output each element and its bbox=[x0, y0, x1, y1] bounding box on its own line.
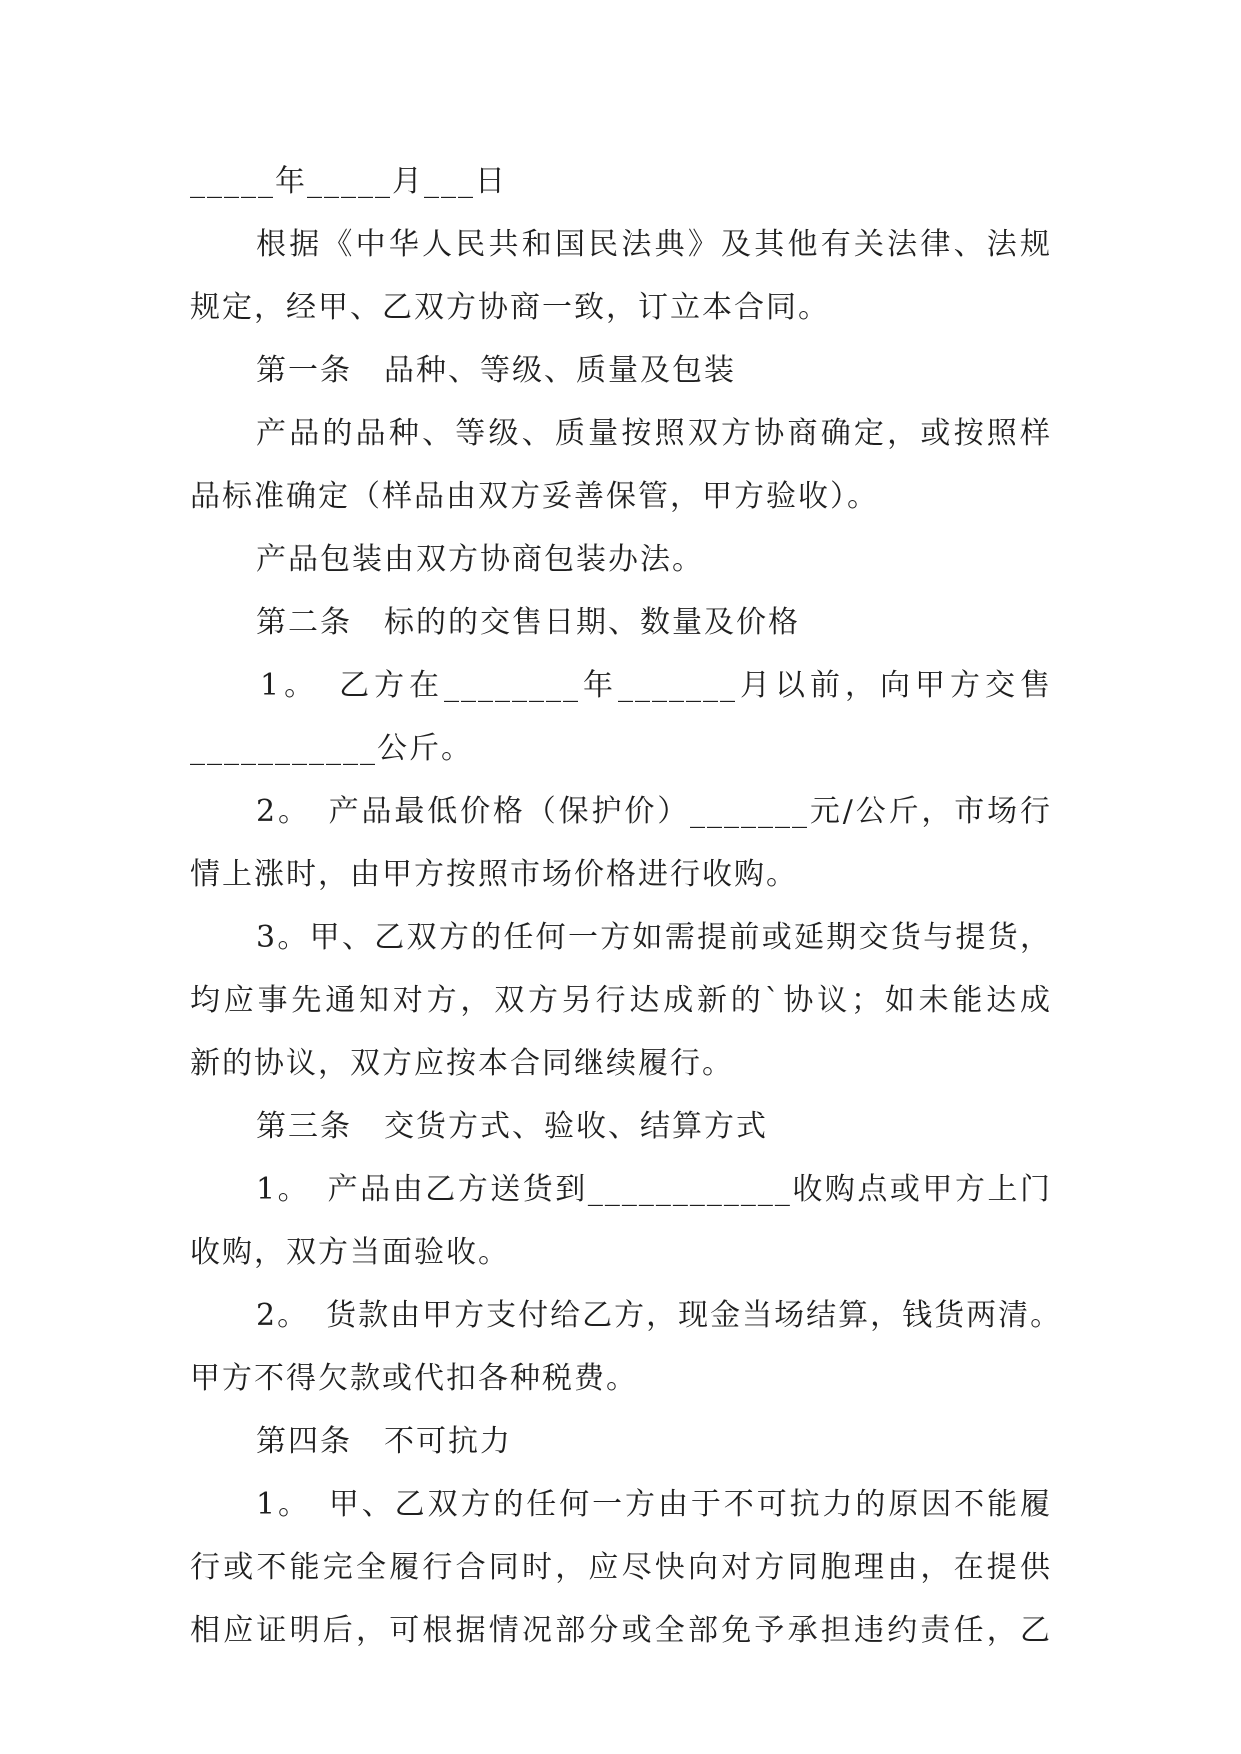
paragraph-line: 情上涨时，由甲方按照市场价格进行收购。 bbox=[190, 857, 798, 892]
paragraph-line: 均应事先通知对方，双方另行达成新的`协议；如未能达成 bbox=[190, 983, 1052, 1018]
intro-paragraph-line: 根据《中华人民共和国民法典》及其他有关法律、法规 bbox=[256, 227, 1052, 262]
article-4-title: 第四条 不可抗力 bbox=[256, 1424, 512, 1459]
intro-paragraph-line: 规定，经甲、乙双方协商一致，订立本合同。 bbox=[190, 290, 830, 325]
date-line: _____年_____月___日 bbox=[190, 164, 507, 199]
article-2-title: 第二条 标的的交售日期、数量及价格 bbox=[256, 605, 800, 640]
paragraph-line: 2。 货款由甲方支付给乙方，现金当场结算，钱货两清。 bbox=[256, 1298, 1063, 1333]
paragraph-line: 产品的品种、等级、质量按照双方协商确定，或按照样 bbox=[256, 416, 1052, 451]
article-3-title: 第三条 交货方式、验收、结算方式 bbox=[256, 1109, 768, 1144]
paragraph-line: 品标准确定（样品由双方妥善保管，甲方验收）。 bbox=[190, 479, 879, 514]
paragraph-line: 收购，双方当面验收。 bbox=[190, 1235, 510, 1270]
article-1-title: 第一条 品种、等级、质量及包装 bbox=[256, 353, 736, 388]
paragraph-line: 2。 产品最低价格（保护价）_______元/公斤，市场行 bbox=[256, 794, 1052, 829]
paragraph-line: 相应证明后，可根据情况部分或全部免予承担违约责任，乙 bbox=[190, 1613, 1052, 1648]
paragraph-line: 1。 产品由乙方送货到____________收购点或甲方上门 bbox=[256, 1172, 1052, 1207]
paragraph-line: 甲方不得欠款或代扣各种税费。 bbox=[190, 1361, 638, 1396]
paragraph-line: 行或不能完全履行合同时，应尽快向对方同胞理由，在提供 bbox=[190, 1550, 1052, 1585]
paragraph-line: ___________公斤。 bbox=[190, 731, 473, 766]
paragraph-line: 1。 甲、乙双方的任何一方由于不可抗力的原因不能履 bbox=[256, 1487, 1052, 1522]
document-body bbox=[190, 150, 1063, 1662]
paragraph-line: 3。甲、乙双方的任何一方如需提前或延期交货与提货， bbox=[256, 920, 1052, 955]
paragraph-line: 新的协议，双方应按本合同继续履行。 bbox=[190, 1046, 734, 1081]
paragraph-line: 1。 乙方在________年_______月以前，向甲方交售 bbox=[260, 668, 1052, 703]
paragraph-line: 产品包装由双方协商包装办法。 bbox=[256, 542, 704, 577]
